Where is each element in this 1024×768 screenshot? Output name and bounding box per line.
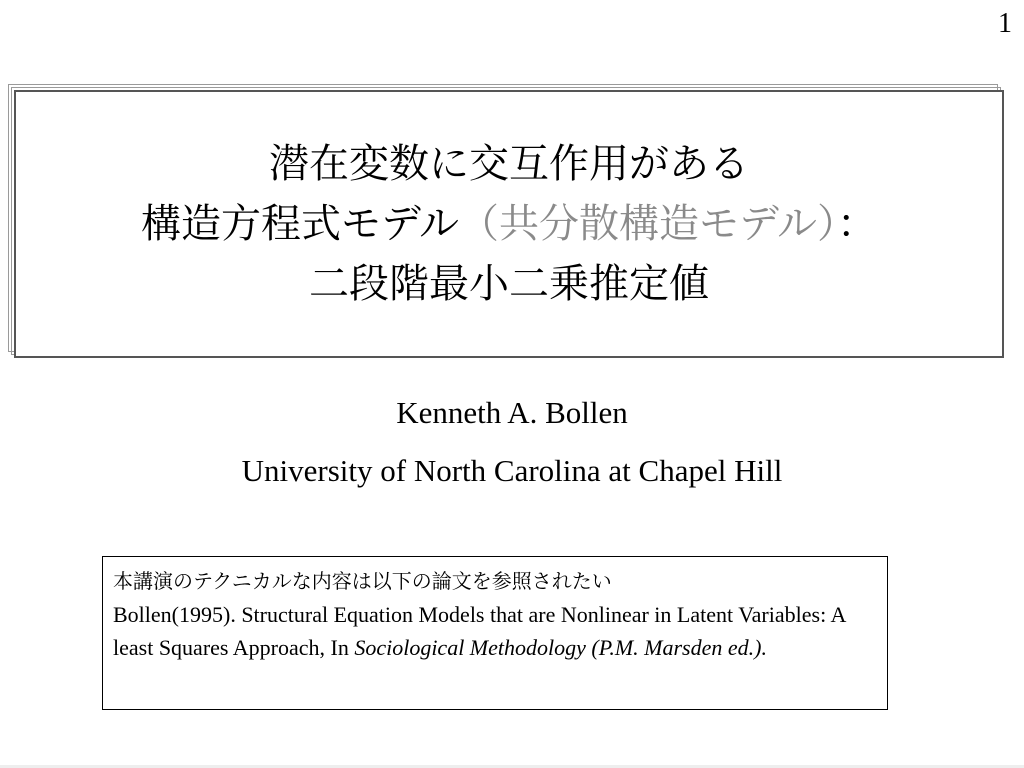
author-name: Kenneth A. Bollen — [396, 395, 628, 430]
title-line-1: 潜在変数に交互作用がある — [269, 141, 749, 187]
title-line-2-main: 構造方程式モデル — [141, 201, 459, 247]
reference-journal: Sociological Methodology (P.M. Marsden ed.). — [354, 635, 767, 660]
page-number: 1 — [998, 8, 1012, 39]
title-line-2 — [141, 194, 877, 254]
reference-citation-text: Bollen(1995). Structural Equation Models that are Nonlinear in Latent Variables: A least Squares Approach, In — [113, 602, 846, 660]
title-line-3: 二段階最小二乗推定値 — [309, 261, 709, 307]
author-affiliation: University of North Carolina at Chapel Hill — [241, 453, 783, 488]
slide-title — [14, 90, 1004, 358]
reference-note-box — [102, 556, 888, 710]
reference-citation — [113, 598, 879, 664]
author-block — [0, 384, 1024, 500]
reference-intro: 本講演のテクニカルな内容は以下の論文を参照されたい — [113, 569, 612, 593]
title-frame — [8, 84, 1002, 356]
title-line-2-colon: ： — [837, 201, 877, 247]
title-line-2-parenthetical: （共分散構造モデル） — [459, 201, 837, 247]
